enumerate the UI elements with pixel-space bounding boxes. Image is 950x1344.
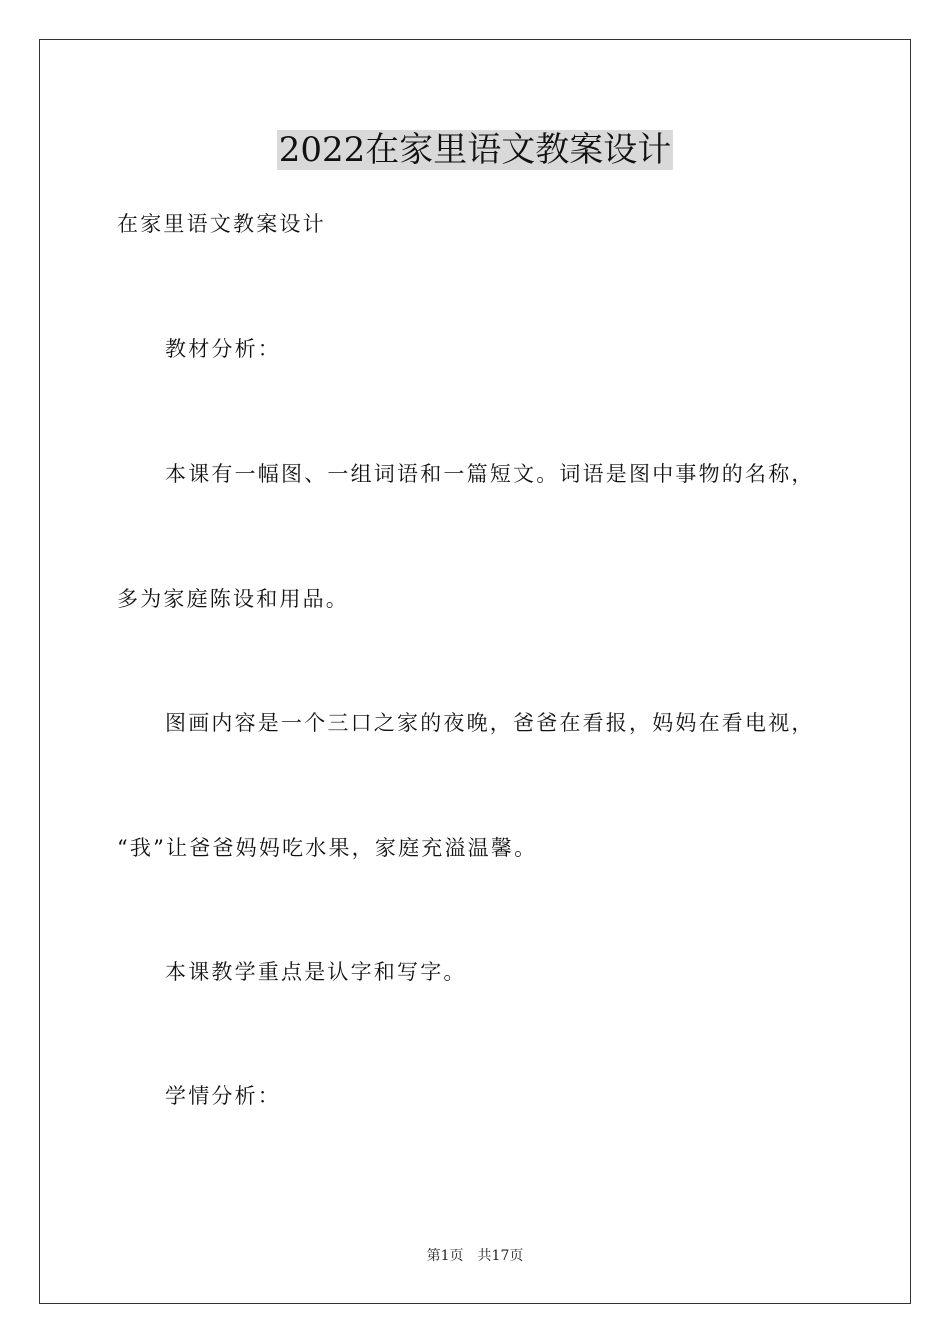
paragraph-body: 本课有一幅图、一组词语和一篇短文。词语是图中事物的名称， xyxy=(165,462,815,486)
document-title xyxy=(0,128,950,172)
paragraph-section-heading: 教材分析： xyxy=(165,337,281,361)
paragraph-body: 本课教学重点是认字和写字。 xyxy=(165,960,467,984)
page-footer: 第1页 共17页 xyxy=(426,1248,524,1264)
paragraph-section-heading: 学情分析： xyxy=(165,1084,281,1108)
paragraph-body: 图画内容是一个三口之家的夜晚，爸爸在看报，妈妈在看电视， xyxy=(165,711,815,735)
document-title-text: 2022在家里语文教案设计 xyxy=(278,130,672,170)
paragraph-body-continued: 多为家庭陈设和用品。 xyxy=(117,587,349,611)
paragraph-body-continued: “我”让爸爸妈妈吃水果，家庭充溢温馨。 xyxy=(117,836,538,860)
paragraph-subtitle: 在家里语文教案设计 xyxy=(117,212,326,236)
